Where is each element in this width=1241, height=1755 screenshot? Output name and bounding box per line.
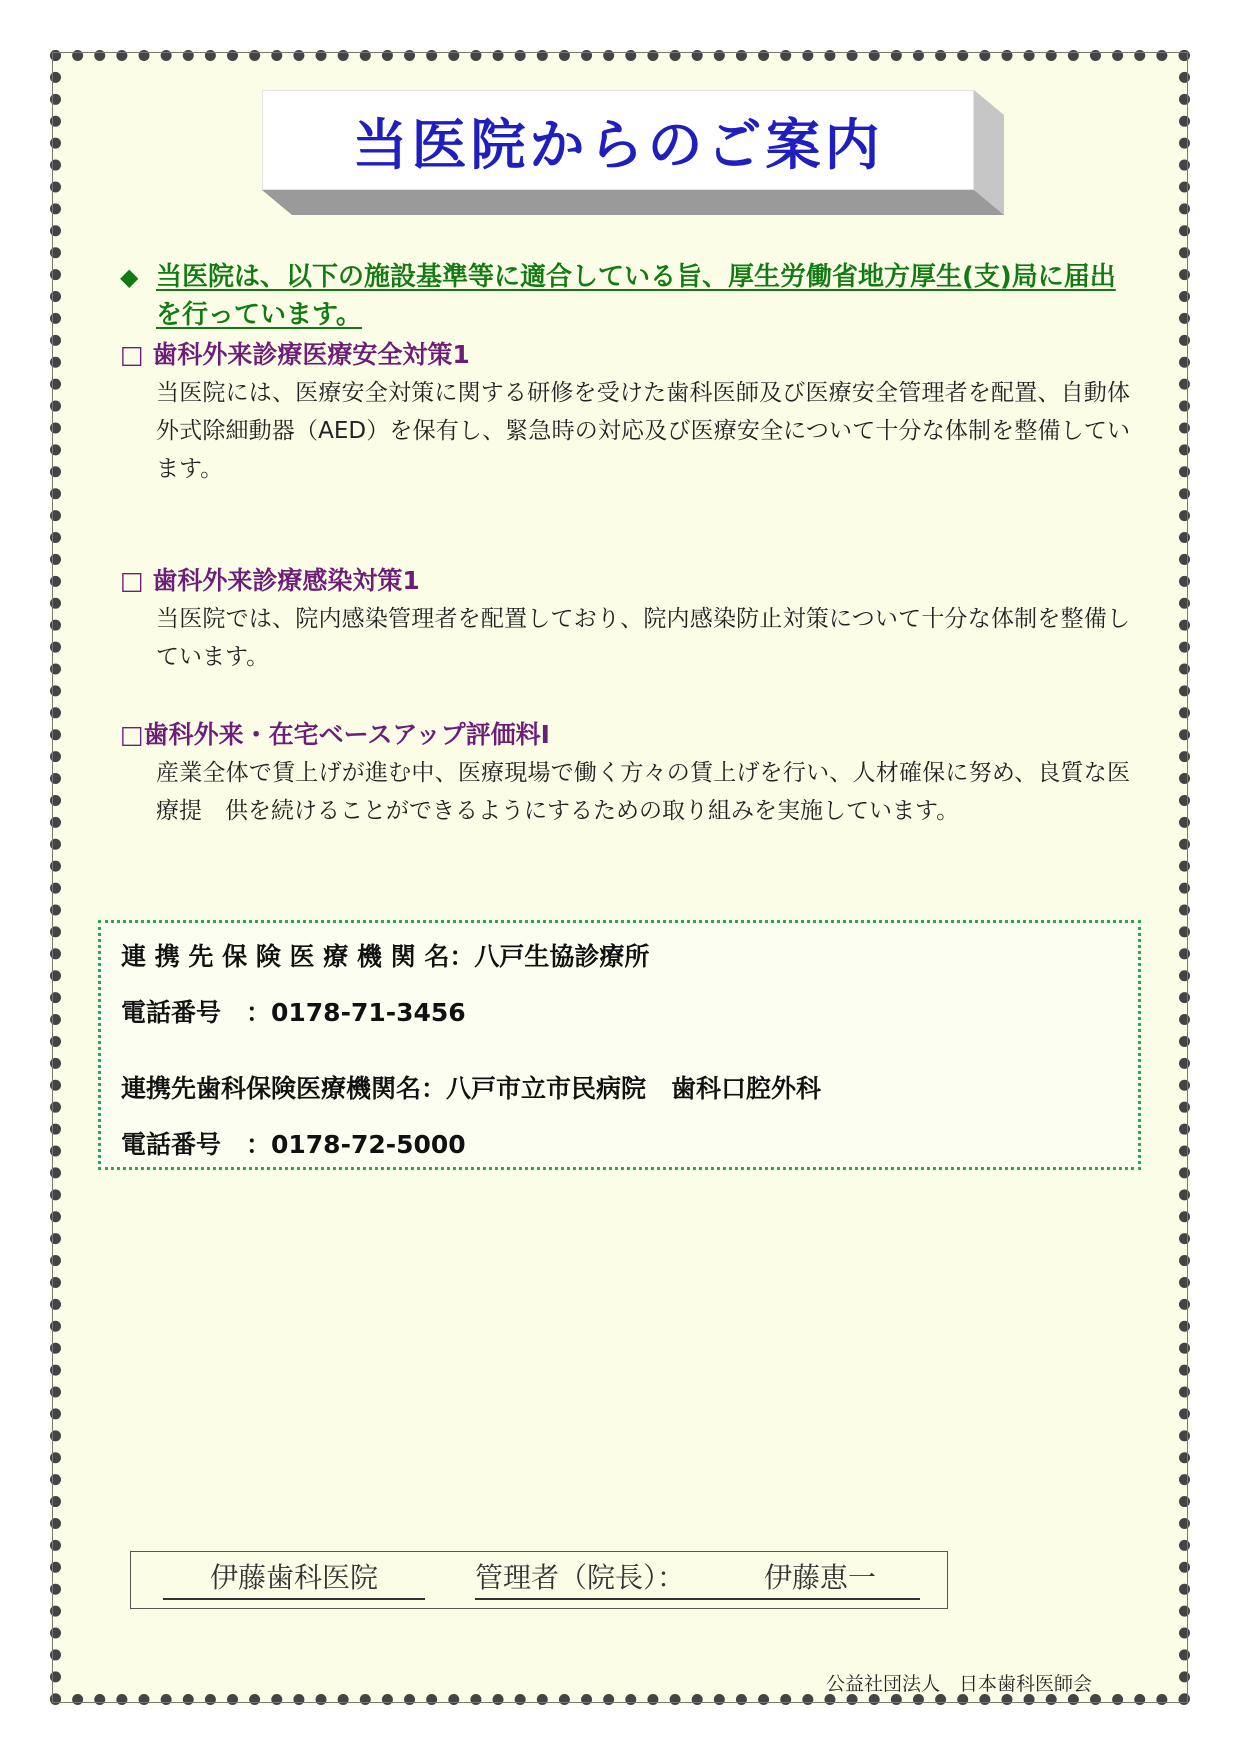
section-safety xyxy=(120,336,1130,488)
section-body: 当医院では、院内感染管理者を配置しており、院内感染防止対策について十分な体制を整備しています。 xyxy=(156,606,1130,670)
section-baseup xyxy=(120,716,1130,830)
section-infection xyxy=(120,562,1130,676)
manager-label: 管理者（院長）： xyxy=(475,1558,720,1600)
contact-dental-institution: 連携先歯科保険医療機関名：八戸市立市民病院 歯科口腔外科 xyxy=(121,1074,822,1103)
diamond-icon: ◆ xyxy=(120,263,139,291)
footer-organization: 公益社団法人 日本歯科医師会 xyxy=(826,1673,1093,1695)
contact-medical-institution: 連 携 先 保 険 医 療 機 関 名：八戸生協診療所 xyxy=(121,942,650,971)
section-body: 産業全体で賃上げが進む中、医療現場で働く方々の賃上げを行い、人材確保に努め、良質な医療提 供を続けることができるようにするための取り組みを実施しています。 xyxy=(156,760,1130,824)
contact-box xyxy=(98,920,1141,1170)
title-banner xyxy=(262,90,1004,215)
notice xyxy=(120,258,1130,334)
section-heading: □ 歯科外来診療感染対策1 xyxy=(120,566,420,595)
title-banner-face xyxy=(262,90,974,190)
notice-text: 当医院は、以下の施設基準等に適合している旨、厚生労働省地方厚生(支)局に届出を行っています。 xyxy=(156,262,1116,330)
section-heading: □歯科外来・在宅ベースアップ評価料Ⅰ xyxy=(120,720,550,749)
title-banner-bottom xyxy=(262,190,1004,215)
manager-name: 伊藤恵一 xyxy=(720,1558,920,1600)
section-body: 当医院には、医療安全対策に関する研修を受けた歯科医師及び医療安全管理者を配置、自動体外式除細動器（AED）を保有し、緊急時の対応及び医療安全について十分な体制を整備しています。 xyxy=(156,380,1131,482)
signature-box xyxy=(130,1551,948,1609)
page-title: 当医院からのご案内 xyxy=(352,112,884,177)
clinic-name: 伊藤歯科医院 xyxy=(163,1558,425,1600)
contact-phone-1: 電話番号 ：0178-71-3456 xyxy=(121,998,466,1027)
section-heading: □ 歯科外来診療医療安全対策1 xyxy=(120,340,470,369)
contact-phone-2: 電話番号 ：0178-72-5000 xyxy=(121,1130,466,1159)
